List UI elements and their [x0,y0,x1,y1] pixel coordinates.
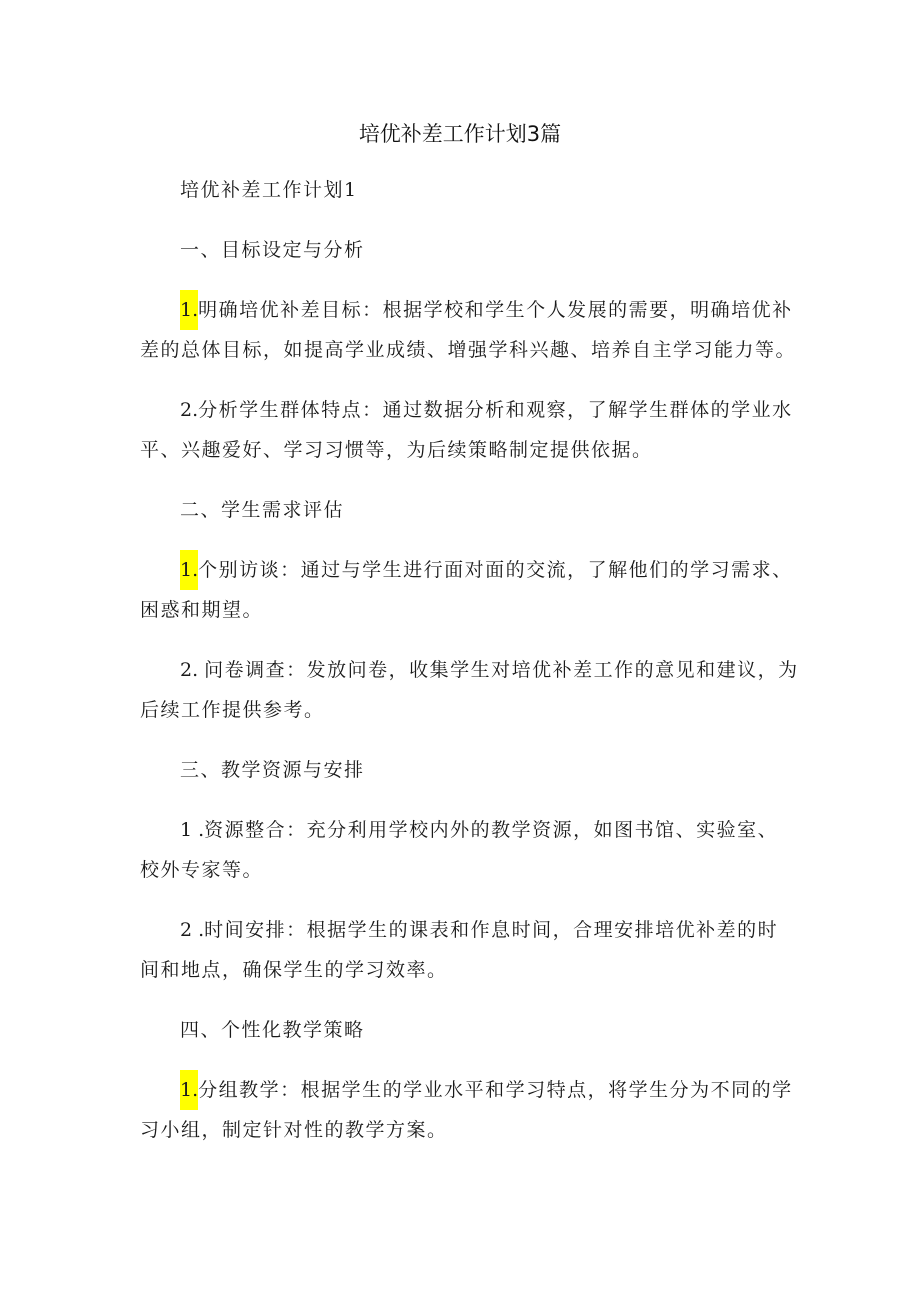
subtitle: 培优补差工作计划1 [180,179,358,201]
paragraph-line: 问卷调查：发放问卷，收集学生对培优补差工作的意见和建议，为 [204,659,799,681]
paragraph [140,550,793,630]
section-heading: 三、教学资源与安排 [180,759,365,781]
section-heading: 一、目标设定与分析 [180,239,365,261]
item-number: 1 . [180,819,205,841]
paragraph-line: 后续工作提供参考。 [140,699,325,721]
item-number: 1. [180,290,198,330]
paragraph-line: 间和地点，确保学生的学习效率。 [140,959,448,981]
paragraph-line: 差的总体目标，如提高学业成绩、增强学科兴趣、培养自主学习能力等。 [140,339,797,361]
paragraph-line: 个别访谈：通过与学生进行面对面的交流，了解他们的学习需求、 [198,559,793,581]
paragraph-line: 校外专家等。 [140,859,264,881]
paragraph-line: 平、兴趣爱好、学习习惯等，为后续策略制定提供依据。 [140,439,653,461]
paragraph [140,650,799,730]
paragraph-line: 习小组，制定针对性的教学方案。 [140,1119,448,1141]
item-number: 1. [180,550,198,590]
document-title: 培优补差工作计划3篇 [358,122,562,146]
paragraph [140,910,782,990]
section-heading: 二、学生需求评估 [180,499,345,521]
paragraph [140,1070,793,1150]
item-number: 2. [180,399,199,421]
paragraph [140,390,793,470]
paragraph-line: 分析学生群体特点：通过数据分析和观察，了解学生群体的学业水 [198,399,793,421]
paragraph-line: 明确培优补差目标：根据学校和学生个人发展的需要，明确培优补 [198,299,793,321]
paragraph-line: 困惑和期望。 [140,599,264,621]
paragraph-line: 分组教学：根据学生的学业水平和学习特点，将学生分为不同的学 [198,1079,793,1101]
item-number: 2 . [180,919,205,941]
paragraph [140,290,797,370]
item-number: 1. [180,1070,198,1110]
paragraph-line: 资源整合：充分利用学校内外的教学资源，如图书馆、实验室、 [204,819,779,841]
section-heading: 四、个性化教学策略 [180,1019,365,1041]
item-number: 2. [180,659,205,681]
document-body [140,170,799,1150]
paragraph [140,810,782,890]
paragraph-line: 时间安排：根据学生的课表和作息时间，合理安排培优补差的时 [204,919,779,941]
